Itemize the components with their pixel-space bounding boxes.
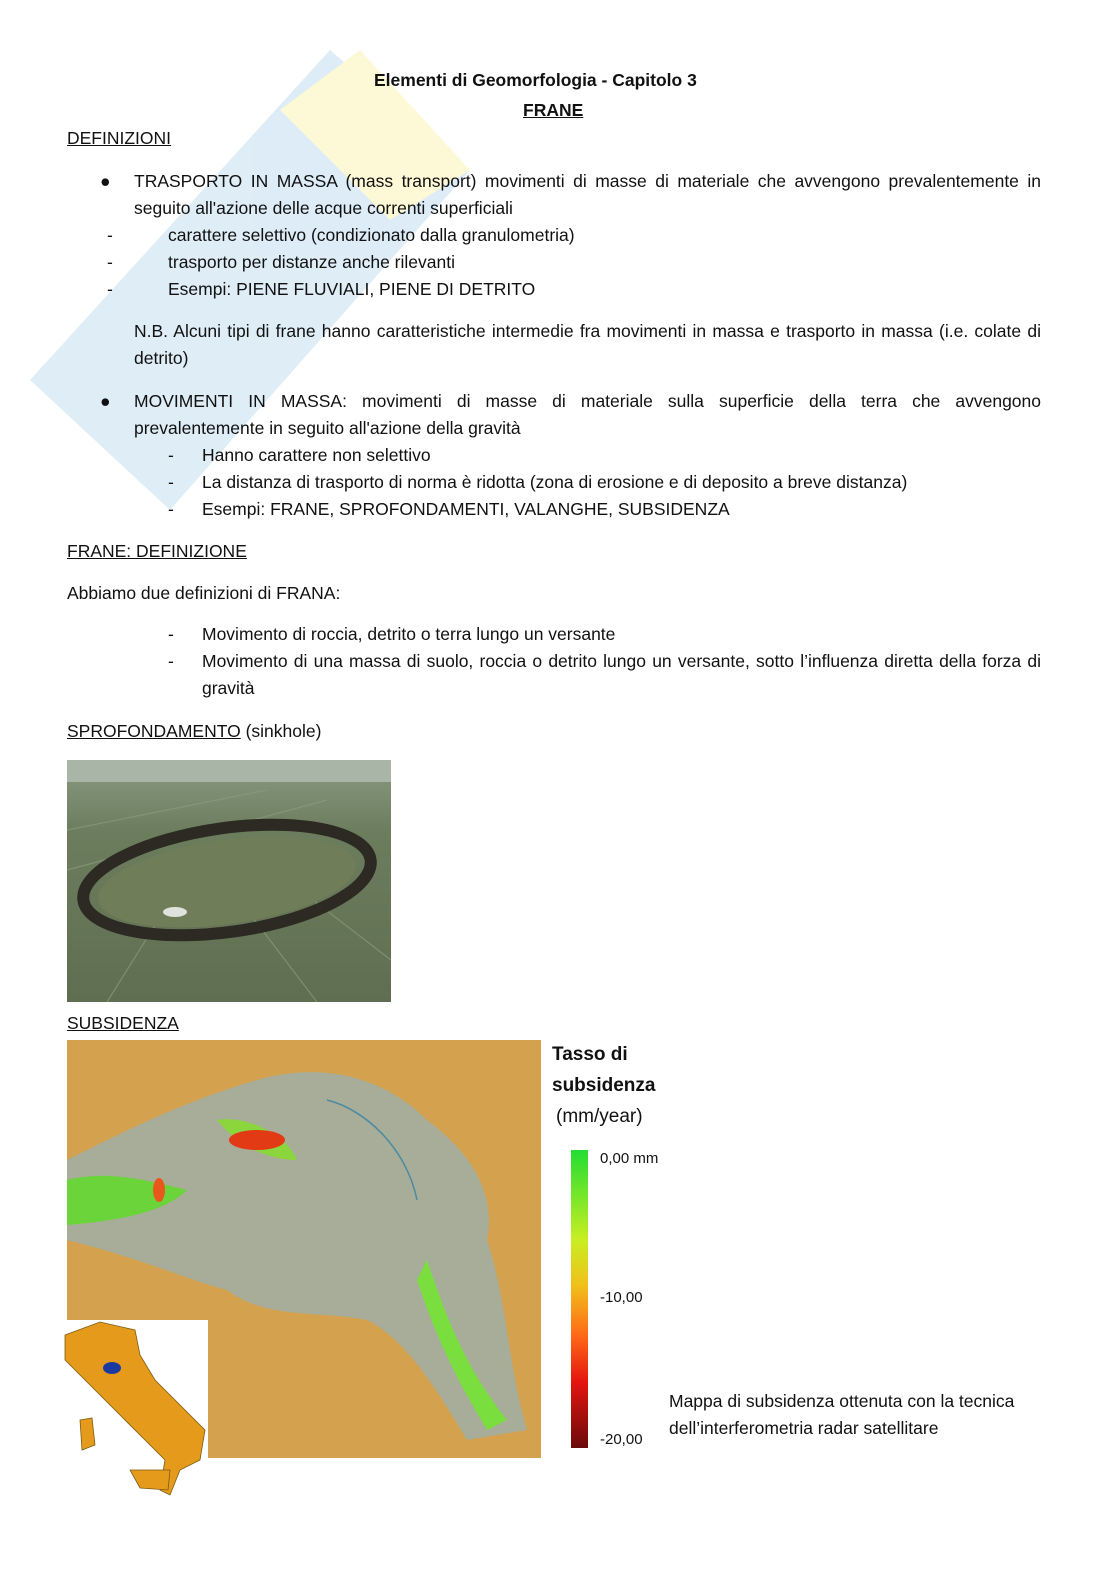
list-item: Hanno carattere non selettivo <box>202 445 431 465</box>
bullet-movimenti: MOVIMENTI IN MASSA: movimenti di masse di materiale sulla superficie della terra che avvengono prevalentemente in seguito all'azione della gravità <box>134 391 1041 438</box>
list-item: La distanza di trasporto di norma è ridotta (zona di erosione e di deposito a breve distanza) <box>202 472 908 492</box>
heading-sprofondamento <box>67 718 321 745</box>
legend-title-line2: subsidenza <box>552 1075 656 1096</box>
document-subtitle: FRANE <box>523 100 584 120</box>
heading-frane-definizione: FRANE: DEFINIZIONE <box>67 541 247 561</box>
list-item: Movimento di roccia, detrito o terra lungo un versante <box>202 624 616 644</box>
list-item: Movimento di una massa di suolo, roccia o detrito lungo un versante, sotto l’influenza diretta della forza di gravità <box>202 651 1041 698</box>
dash: - <box>168 651 174 671</box>
dash: - <box>168 499 174 519</box>
legend-tick-20: -20,00 <box>600 1431 643 1448</box>
frane-intro: Abbiamo due definizioni di FRANA: <box>67 583 341 603</box>
document-title: Elementi di Geomorfologia - Capitolo 3 <box>374 70 697 90</box>
legend-tick-0: 0,00 mm <box>600 1150 659 1167</box>
legend-tick-10: -10,00 <box>600 1289 643 1306</box>
sinkhole-photo <box>67 760 391 1002</box>
legend-title-line1: Tasso di <box>552 1044 628 1065</box>
legend-unit: (mm/year) <box>556 1106 643 1127</box>
list-item: Esempi: FRANE, SPROFONDAMENTI, VALANGHE, SUBSIDENZA <box>202 499 730 519</box>
dash: - <box>107 252 113 272</box>
list-item: carattere selettivo (condizionato dalla granulometria) <box>168 225 575 245</box>
list-item: trasporto per distanze anche rilevanti <box>168 252 455 272</box>
map-caption-line1: Mappa di subsidenza ottenuta con la tecnica <box>669 1391 1015 1411</box>
bullet-icon: ● <box>100 171 111 191</box>
sprofondamento-label: SPROFONDAMENTO <box>67 721 241 741</box>
legend-color-bar <box>571 1150 588 1448</box>
dash: - <box>107 279 113 299</box>
dash: - <box>168 445 174 465</box>
heading-subsidenza: SUBSIDENZA <box>67 1013 179 1033</box>
heading-definizioni: DEFINIZIONI <box>67 128 172 148</box>
italy-inset-map <box>60 1320 210 1492</box>
bullet-icon: ● <box>100 391 111 411</box>
bullet-trasporto: TRASPORTO IN MASSA (mass transport) movimenti di masse di materiale che avvengono prevalentemente in seguito all'azione delle acque correnti superficiali <box>134 171 1041 218</box>
dash: - <box>168 472 174 492</box>
map-caption-line2: dell’interferometria radar satellitare <box>669 1418 939 1438</box>
sprofondamento-suffix: (sinkhole) <box>240 721 322 741</box>
list-item: Esempi: PIENE FLUVIALI, PIENE DI DETRITO <box>168 279 536 299</box>
nb-note: N.B. Alcuni tipi di frane hanno caratteristiche intermedie fra movimenti in massa e trasporto in massa (i.e. colate di detrito) <box>134 321 1041 368</box>
dash: - <box>107 225 113 245</box>
dash: - <box>168 624 174 644</box>
